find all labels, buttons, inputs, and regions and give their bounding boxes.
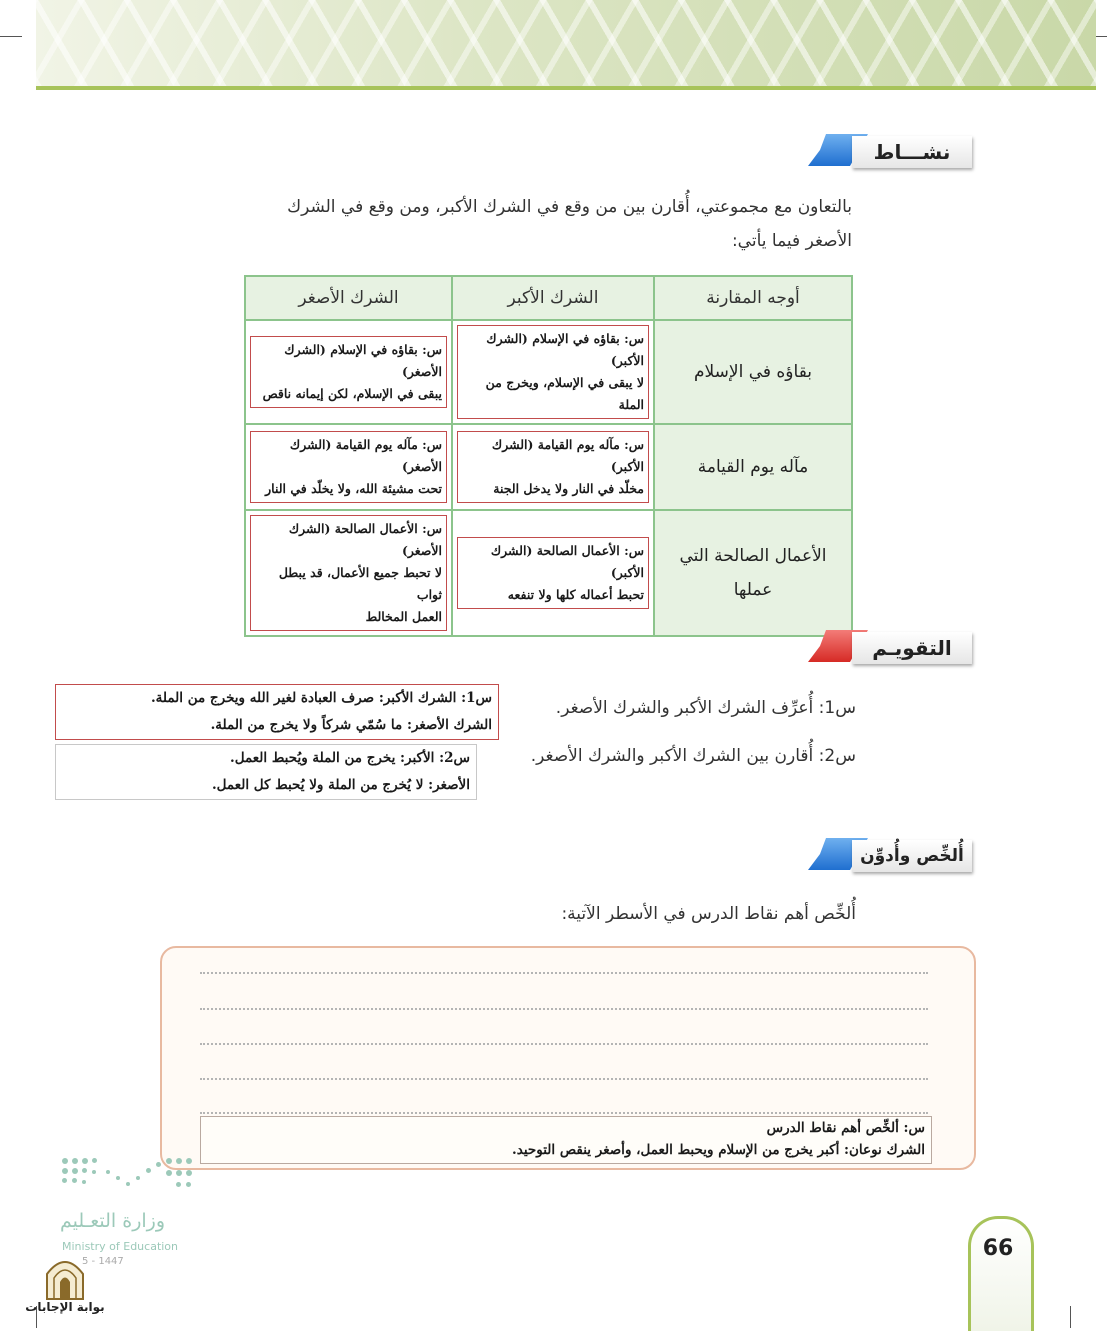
activity-intro xyxy=(200,190,852,258)
writing-line xyxy=(200,1043,928,1045)
answer-line: س: بقاؤه في الإسلام (الشرك xyxy=(284,342,442,357)
writing-line xyxy=(200,1008,928,1010)
aspect-cell: بقاؤه في الإسلام xyxy=(654,320,852,424)
major-cell xyxy=(452,510,654,636)
crop-mark xyxy=(1070,1306,1071,1328)
answer-line: الأكبر) xyxy=(610,565,644,580)
handwritten-answer xyxy=(250,515,447,631)
question-2: س2: أُقارن بين الشرك الأكبر والشرك الأصغر. xyxy=(530,746,856,766)
summary-tag-label: أُلخِّص وأُدوِّن xyxy=(852,840,972,872)
answer-line: الشرك الأصغر: ما سُمّي شركاً ولا يخرج من الملة. xyxy=(210,717,492,733)
table-row xyxy=(245,510,852,636)
table-row xyxy=(245,320,852,424)
site-name: بوابة الإجابات xyxy=(25,1300,105,1314)
answer-line: س: مآله يوم القيامة (الشرك xyxy=(491,437,644,452)
summary-tag xyxy=(806,838,972,872)
answer-line: مخلّد في النار ولا يدخل الجنة xyxy=(493,481,644,496)
handwritten-answer xyxy=(250,431,447,503)
answer-line: الأصغر: لا يُخرج من الملة ولا يُحبط كل العمل. xyxy=(211,777,470,793)
crop-mark xyxy=(0,36,22,37)
answer-line: يبقى في الإسلام، لكن إيمانه ناقص xyxy=(262,386,442,401)
ministry-name-ar: وزارة التعـليم xyxy=(60,1210,166,1232)
answer-line: س: الأعمال الصالحة (الشرك الأصغر) xyxy=(288,521,442,558)
handwritten-answer xyxy=(457,325,649,419)
answer-box-1 xyxy=(55,684,499,740)
writing-line xyxy=(200,1078,928,1080)
major-cell xyxy=(452,424,654,510)
mosque-logo-icon xyxy=(44,1256,86,1300)
answer-line: الأكبر) xyxy=(610,353,644,368)
summary-instruction: أُلخِّص أهم نقاط الدرس في الأسطر الآتية: xyxy=(561,904,856,924)
ministry-name-en: Ministry of Education xyxy=(62,1240,179,1253)
answer-line: س: الأعمال الصالحة (الشرك xyxy=(490,543,644,558)
activity-intro-line1: بالتعاون مع مجموعتي، أُقارن بين من وقع في الشرك الأكبر، ومن وقع في الشرك xyxy=(287,197,852,217)
page-number: 66 xyxy=(982,1236,1014,1261)
answer-line: تحت مشيئة الله، ولا يخلّد في النار xyxy=(265,481,442,496)
answer-line: لا تحبط جميع الأعمال، قد يبطل ثواب xyxy=(278,565,442,602)
minor-cell xyxy=(245,424,452,510)
answer-box-2 xyxy=(55,744,477,800)
aspect-line: عملها xyxy=(733,580,773,600)
aspect-cell xyxy=(654,510,852,636)
aspect-cell: مآله يوم القيامة xyxy=(654,424,852,510)
header-aspect: أوجه المقارنة xyxy=(654,276,852,320)
evaluation-tag-label: التقويـم xyxy=(852,632,972,664)
answer-line: س1: الشرك الأكبر: صرف العبادة لغير الله ويخرج من الملة. xyxy=(150,690,492,706)
minor-cell xyxy=(245,510,452,636)
header-divider xyxy=(36,86,1096,90)
answer-line: تحبط أعماله كلها ولا تنفعه xyxy=(507,587,644,602)
answer-line: الشرك نوعان: أكبر يخرج من الإسلام ويحبط العمل، وأصغر ينقص التوحيد. xyxy=(512,1142,925,1158)
ministry-year: 5 - 1447 xyxy=(82,1256,124,1267)
activity-tag xyxy=(806,134,972,168)
answer-line: س: بقاؤه في الإسلام (الشرك xyxy=(486,331,644,346)
writing-line xyxy=(200,972,928,974)
comparison-table xyxy=(244,275,853,637)
page-number-tab xyxy=(968,1216,1034,1331)
activity-tag-label: نشـــاط xyxy=(852,136,972,168)
aspect-line: الأعمال الصالحة التي xyxy=(679,546,827,566)
table-header-row xyxy=(245,276,852,320)
header-major: الشرك الأكبر xyxy=(452,276,654,320)
activity-intro-line2: الأصغر فيما يأتي: xyxy=(731,231,852,251)
header-minor: الشرك الأصغر xyxy=(245,276,452,320)
major-cell xyxy=(452,320,654,424)
question-1: س1: أُعرِّف الشرك الأكبر والشرك الأصغر. xyxy=(555,698,856,718)
handwritten-answer xyxy=(457,537,649,609)
answer-line: لا يبقى في الإسلام، ويخرج من الملة xyxy=(485,375,644,412)
answer-line: الأصغر) xyxy=(401,459,442,474)
ministry-logo xyxy=(62,1154,202,1200)
summary-answer-box xyxy=(200,1116,932,1164)
answer-line: س: ألخِّص أهم نقاط الدرس xyxy=(766,1120,925,1136)
answer-line: العمل المخالط xyxy=(365,609,442,624)
answer-line: الأصغر) xyxy=(401,364,442,379)
minor-cell xyxy=(245,320,452,424)
answer-line: س2: الأكبر: يخرج من الملة ويُحبط العمل. xyxy=(230,750,470,766)
header-banner xyxy=(36,0,1096,88)
table-row xyxy=(245,424,852,510)
evaluation-tag xyxy=(806,630,972,664)
answer-line: س: مآله يوم القيامة (الشرك xyxy=(289,437,442,452)
writing-line xyxy=(200,1112,928,1114)
answer-line: الأكبر) xyxy=(610,459,644,474)
handwritten-answer xyxy=(250,336,447,408)
handwritten-answer xyxy=(457,431,649,503)
